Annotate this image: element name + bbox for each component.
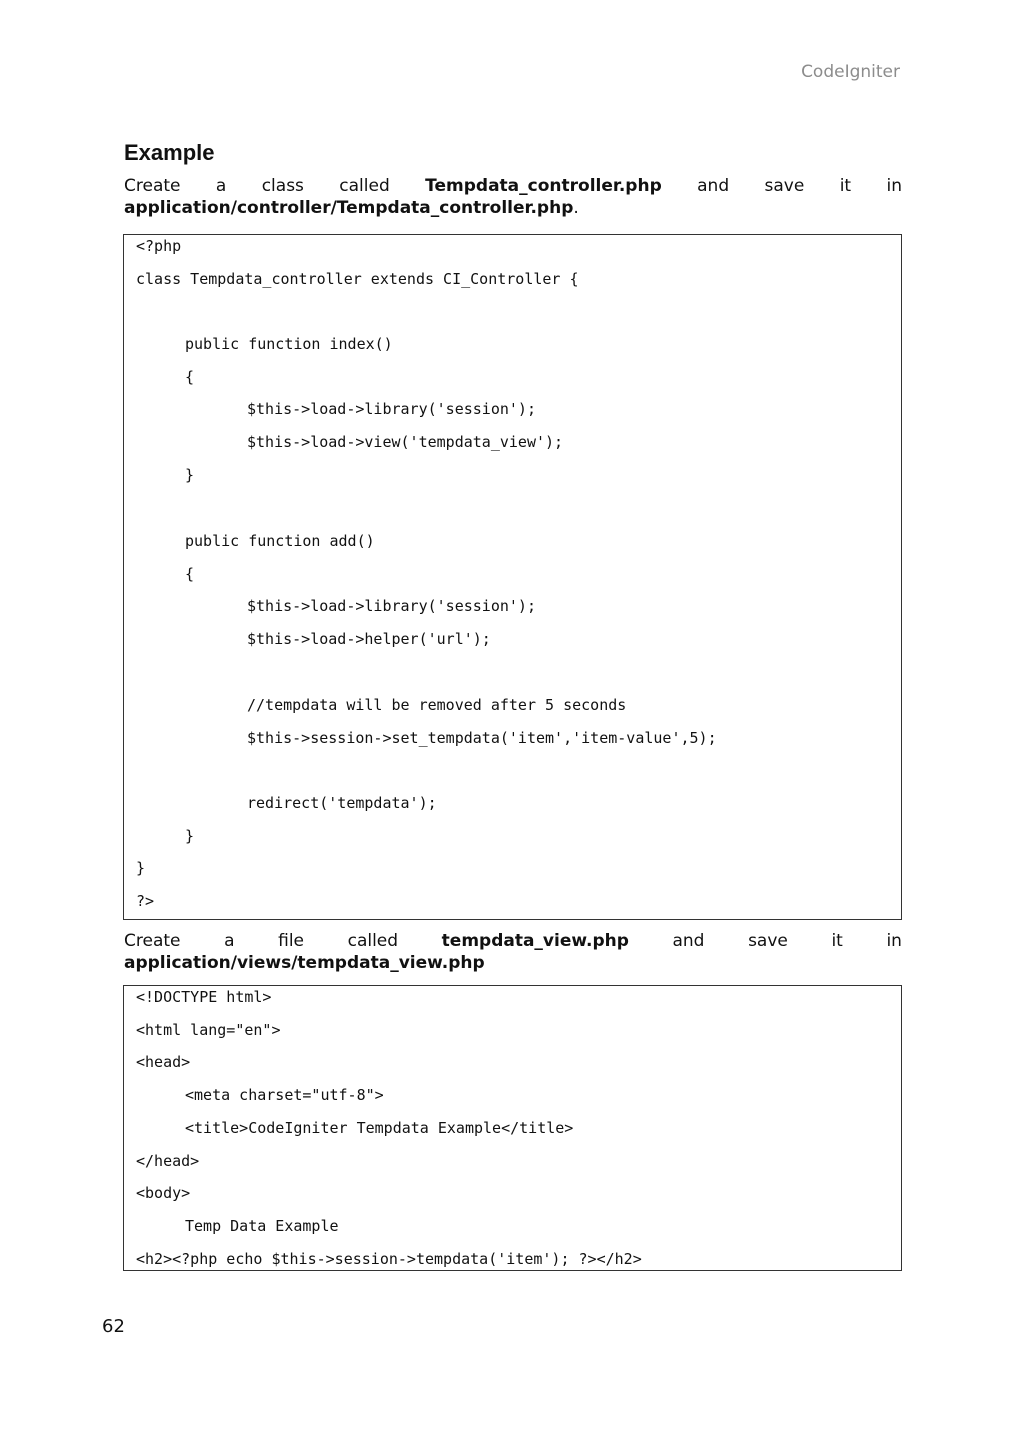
code-line: $this->session->set_tempdata('item','item-value',5);	[247, 729, 717, 747]
code-block-controller	[123, 234, 902, 920]
code-line: $this->load->library('session');	[247, 400, 536, 418]
word: save	[748, 931, 788, 951]
word: and	[697, 176, 730, 196]
code-line: <meta charset="utf-8">	[185, 1086, 384, 1104]
word: in	[886, 931, 902, 951]
code-line: ?>	[136, 892, 155, 910]
code-line: }	[136, 859, 146, 877]
word: called	[339, 176, 390, 196]
word: file	[278, 931, 304, 951]
punctuation: .	[573, 198, 579, 218]
code-line: }	[185, 466, 195, 484]
paragraph-line	[124, 175, 902, 197]
code-line: $this->load->helper('url');	[247, 630, 491, 648]
word: and	[672, 931, 705, 951]
paragraph-line	[124, 197, 902, 219]
code-line: {	[185, 368, 195, 386]
code-line: <h2><?php echo $this->session->tempdata('item'); ?></h2>	[136, 1250, 642, 1268]
code-block-view	[123, 985, 902, 1271]
word: in	[886, 176, 902, 196]
paragraph-view-instructions	[124, 930, 902, 974]
code-line: $this->load->library('session');	[247, 597, 536, 615]
code-line: <title>CodeIgniter Tempdata Example</title>	[185, 1119, 574, 1137]
word: it	[831, 931, 843, 951]
code-line: Temp Data Example	[185, 1217, 339, 1235]
code-line: public function index()	[185, 335, 393, 353]
running-header: CodeIgniter	[801, 62, 900, 82]
page-number: 62	[102, 1316, 125, 1337]
code-line: public function add()	[185, 532, 375, 550]
code-line: </head>	[136, 1152, 200, 1170]
code-line: <!DOCTYPE html>	[136, 988, 272, 1006]
code-line: {	[185, 565, 195, 583]
section-title: Example	[124, 140, 215, 165]
code-line: $this->load->view('tempdata_view');	[247, 433, 564, 451]
filename: tempdata_view.php	[441, 931, 629, 951]
code-line: class Tempdata_controller extends CI_Controller {	[136, 270, 579, 288]
code-line: <html lang="en">	[136, 1021, 281, 1039]
code-line: redirect('tempdata');	[247, 794, 437, 812]
file-path: application/controller/Tempdata_controller.php	[124, 198, 574, 218]
word: Create	[124, 176, 181, 196]
code-line: <head>	[136, 1053, 191, 1071]
word: a	[224, 931, 235, 951]
code-line: <body>	[136, 1184, 191, 1202]
word: class	[261, 176, 304, 196]
code-line: <?php	[136, 237, 182, 255]
paragraph-line	[124, 952, 902, 974]
paragraph-controller-instructions	[124, 175, 902, 219]
word: save	[764, 176, 805, 196]
code-line: //tempdata will be removed after 5 seconds	[247, 696, 627, 714]
file-path: application/views/tempdata_view.php	[124, 953, 485, 973]
code-line: }	[185, 827, 195, 845]
word: a	[215, 176, 227, 196]
word: it	[839, 176, 852, 196]
word: Create	[124, 931, 181, 951]
word: called	[347, 931, 399, 951]
paragraph-line	[124, 930, 902, 952]
filename: Tempdata_controller.php	[425, 176, 662, 196]
